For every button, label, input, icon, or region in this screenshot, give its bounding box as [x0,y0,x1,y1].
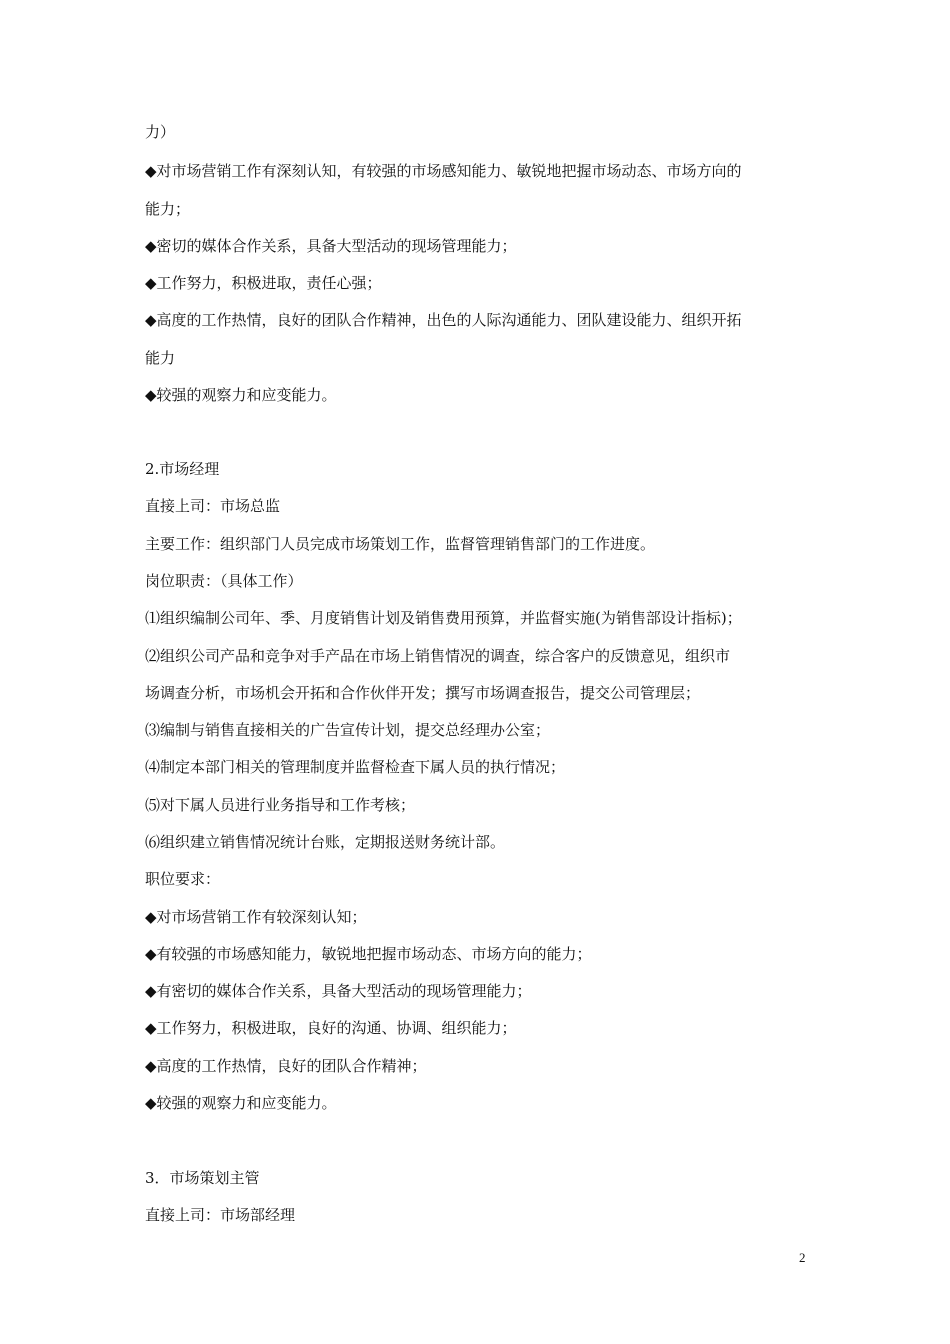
text-line: ◆有密切的媒体合作关系，具备大型活动的现场管理能力； [145,982,532,1000]
text-line: ⑹组织建立销售情况统计台账，定期报送财务统计部。 [145,833,506,851]
text-line: ⑶编制与销售直接相关的广告宣传计划，提交总经理办公室； [145,721,551,739]
text-line: 力） [145,123,176,141]
text-line: ⑸对下属人员进行业务指导和工作考核； [145,796,416,814]
text-line: 直接上司：市场部经理 [145,1206,296,1224]
page-number: 2 [799,1250,806,1265]
text-line: 职位要求： [145,870,221,888]
text-line: ⑵组织公司产品和竞争对手产品在市场上销售情况的调查，综合客户的反馈意见，组织市 [145,647,731,665]
section-heading: 3．市场策划主管 [145,1169,260,1187]
text-line: 直接上司：市场总监 [145,497,281,515]
text-line: 主要工作：组织部门人员完成市场策划工作，监督管理销售部门的工作进度。 [145,535,656,553]
text-line: ◆较强的观察力和应变能力。 [145,1094,337,1112]
text-line: ◆工作努力，积极进取，良好的沟通、协调、组织能力； [145,1019,517,1037]
text-line: ⑴组织编制公司年、季、月度销售计划及销售费用预算，并监督实施(为销售部设计指标)； [145,609,742,627]
text-line: 能力； [145,200,191,218]
text-line: ⑷制定本部门相关的管理制度并监督检查下属人员的执行情况； [145,758,566,776]
text-line: ◆工作努力，积极进取，责任心强； [145,274,382,292]
text-line: ◆对市场营销工作有深刻认知，有较强的市场感知能力、敏锐地把握市场动态、市场方向的 [145,162,742,180]
text-line: 能力 [145,349,176,367]
text-line: ◆有较强的市场感知能力，敏锐地把握市场动态、市场方向的能力； [145,945,592,963]
text-line: ◆高度的工作热情，良好的团队合作精神； [145,1057,427,1075]
text-line: 场调查分析，市场机会开拓和合作伙伴开发；撰写市场调查报告，提交公司管理层； [145,684,701,702]
text-line: ◆高度的工作热情，良好的团队合作精神，出色的人际沟通能力、团队建设能力、组织开拓 [145,311,742,329]
section-heading: 2.市场经理 [145,460,220,478]
text-line: ◆对市场营销工作有较深刻认知； [145,908,367,926]
text-line: ◆密切的媒体合作关系，具备大型活动的现场管理能力； [145,237,517,255]
text-line: 岗位职责：（具体工作） [145,572,303,590]
text-line: ◆较强的观察力和应变能力。 [145,386,337,404]
